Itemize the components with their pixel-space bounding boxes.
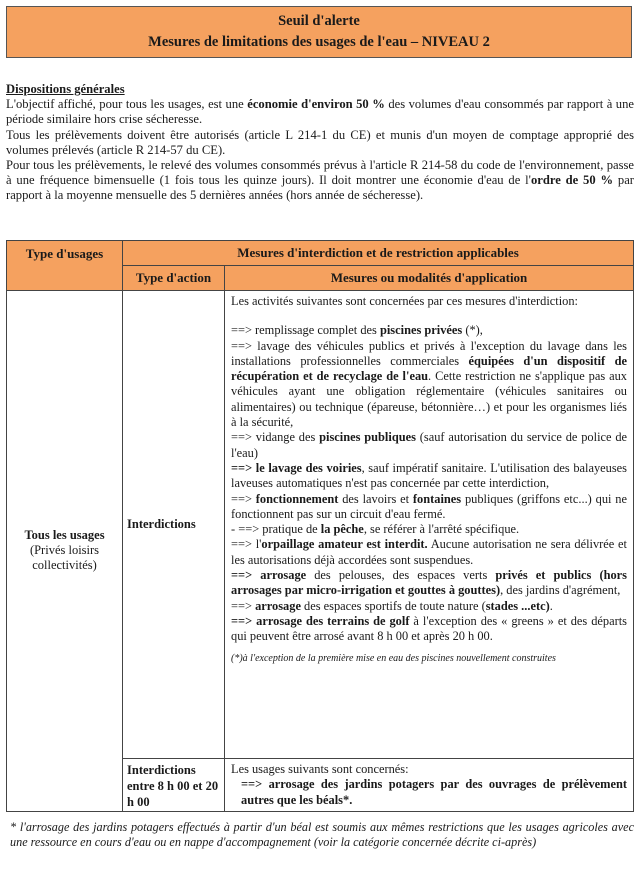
text: ==> vidange des <box>231 430 320 445</box>
measures-time-restricted <box>225 759 634 812</box>
emphasis: stades ...etc) <box>485 598 550 613</box>
action-time-restricted: Interdictions entre 8 h 00 et 20 h 00 <box>123 759 225 812</box>
alert-title: Seuil d'alerte <box>278 13 360 29</box>
restrictions-table <box>6 240 634 812</box>
measure-item: ==> arrosage des jardins potagers par des ouvrages de prélèvement autres que les béals*. <box>241 777 627 807</box>
measure-item <box>231 599 627 614</box>
measure-item <box>231 568 627 599</box>
usage-label: Tous les usages <box>24 528 105 543</box>
header-modalities: Mesures ou modalités d'application <box>225 266 634 291</box>
text: . <box>549 598 553 613</box>
text: (*), <box>462 323 483 338</box>
text: Pour tous les prélèvements, le relevé des volumes consommés prévus à l'article R 214-58 du code de l'environnement, passe à une fréquence bimensuelle (1 fois tous les quinze jours). Il doit montrer une économie d'eau de l' <box>6 158 634 188</box>
text: ==> remplissage complet des <box>231 323 380 338</box>
measure-item <box>231 537 627 568</box>
text: des pelouses, des espaces verts <box>306 568 496 583</box>
emphasis: piscines privées <box>379 323 463 338</box>
measure-item <box>231 492 627 523</box>
text: ==> l' <box>231 537 262 552</box>
measures-interdictions <box>225 291 634 759</box>
measures-intro: Les activités suivantes sont concernées par ces mesures d'interdiction: <box>231 294 578 308</box>
usage-sub: (Privés loisirs collectivités) <box>29 543 100 573</box>
text: , sauf impératif sanitaire. L'utilisation des balayeuses laveuses automatiques n'est pas concernée par cette interdiction, <box>231 460 628 491</box>
emphasis: équipées d'un dispositif de récupération et de recyclage de l'eau <box>231 353 627 384</box>
text: ==> <box>231 598 256 613</box>
general-heading: Dispositions générales <box>6 82 125 96</box>
general-paragraph-1 <box>6 97 634 127</box>
emphasis: ==> arrosage <box>231 568 307 583</box>
text: L'objectif affiché, pour tous les usages, est une <box>6 97 248 112</box>
measures-intro: Les usages suivants sont concernés: <box>231 762 409 776</box>
emphasis: arrosage <box>255 598 301 613</box>
measure-item <box>231 461 627 492</box>
emphasis: ==> le lavage des voiries <box>231 460 362 475</box>
measure-item <box>231 323 627 338</box>
alert-subtitle: Mesures de limitations des usages de l'eau – NIVEAU 2 <box>148 34 490 50</box>
measures-footnote: (*)à l'exception de la première mise en eau des piscines nouvellement construites <box>231 652 556 664</box>
text: publiques (griffons etc...) qui ne fonctionnent pas sur un circuit d'eau fermé. <box>231 491 627 521</box>
text: des espaces sportifs de toute nature ( <box>300 598 486 613</box>
header-measures-group: Mesures d'interdiction et de restriction applicables <box>123 241 634 266</box>
emphasis: orpaillage amateur est interdit. <box>261 537 428 552</box>
bottom-footnote: * l'arrosage des jardins potagers effectués à partir d'un béal est soumis aux mêmes restrictions que les usages agricoles avec une ressource en cours d'eau ou en nappe d'accompagnement (voir la catégorie concernée décrite ci-après) <box>10 820 634 849</box>
action-interdictions: Interdictions <box>123 291 225 759</box>
text: des volumes d'eau consommés par rapport à une période similaire hors crise sécheresse. <box>6 97 634 127</box>
emphasis: la pêche <box>320 522 364 537</box>
text: , se référer à l'arrêté spécifique. <box>363 522 520 537</box>
text: des lavoirs et <box>338 491 413 506</box>
measure-item <box>231 430 627 461</box>
measure-item <box>231 614 627 645</box>
text: - ==> pratique de <box>231 522 321 537</box>
text: ==> lavage des véhicules publics et privés à l'exception du lavage dans les installations professionnelles commerciales <box>231 338 627 368</box>
measure-item <box>231 339 627 431</box>
text: par rapport à la moyenne mensuelle des 5 dernières années (hors année de sécheresse). <box>6 173 634 203</box>
header-action-type: Type d'action <box>123 266 225 291</box>
usage-cell <box>7 291 123 812</box>
general-paragraph-2: Tous les prélèvements doivent être autorisés (article L 214-1 du CE) et munis d'un moyen de comptage approprié des volumes prélevés (article R 214-57 du CE). <box>6 127 634 157</box>
emphasis: privés et publics (hors arrosages par micro-irrigation et gouttes à gouttes) <box>231 568 627 598</box>
measure-item <box>231 522 627 537</box>
general-provisions <box>6 82 634 204</box>
emphasis: économie d'environ 50 % <box>247 97 385 112</box>
text: Aucune autorisation ne sera délivrée et les autorisations déjà accordées sont suspendues. <box>231 537 627 567</box>
text: (sauf autorisation du service de police de l'eau) <box>231 430 628 460</box>
text: ==> <box>231 491 256 506</box>
text: , des jardins d'agrément, <box>500 583 621 598</box>
emphasis: fontaines <box>412 491 462 506</box>
emphasis: piscines publiques <box>319 430 416 445</box>
emphasis: ==> arrosage des terrains de golf <box>231 613 410 628</box>
alert-title-box <box>6 6 632 58</box>
text: à l'exception des « greens » et des départs qui peuvent être arrosé avant 8 h 00 et après 20 h 00. <box>231 613 628 644</box>
header-usage-type: Type d'usages <box>7 241 123 291</box>
text: . Cette restriction ne s'applique pas aux véhicules ayant une obligation réglementaire (véhicules sanitaires ou alimentaires) ou technique (épareuse, bétonnière…) et pour les organismes liés à la sécurité, <box>231 369 627 430</box>
general-paragraph-3 <box>6 158 634 204</box>
emphasis: fonctionnement <box>255 491 339 506</box>
emphasis: ordre de 50 % <box>530 173 614 188</box>
